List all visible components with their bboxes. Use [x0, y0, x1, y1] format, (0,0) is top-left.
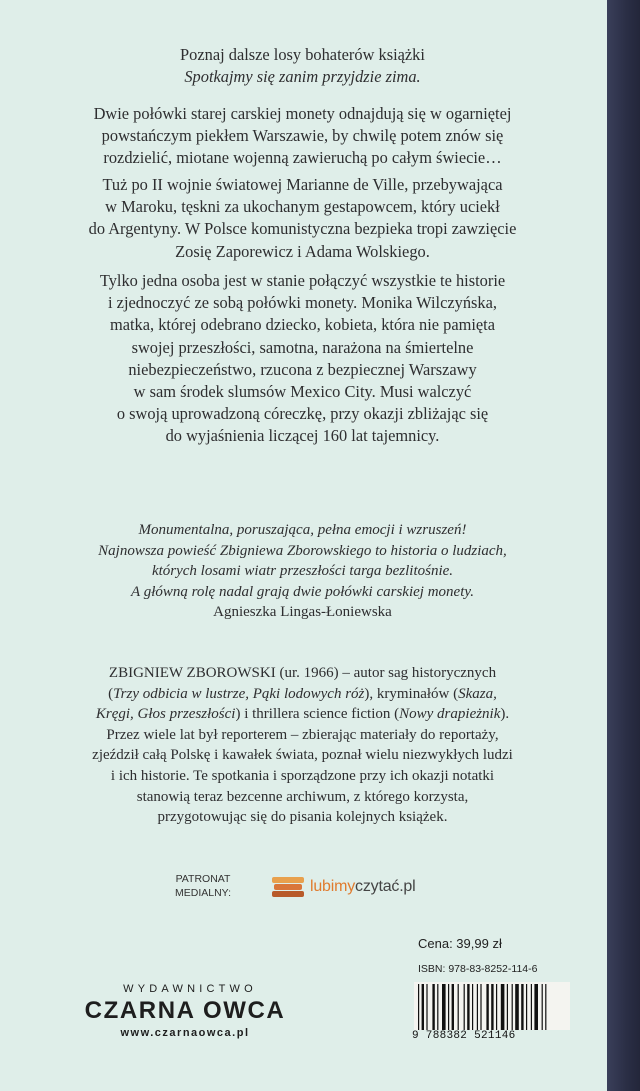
patron-label-line: MEDIALNY:	[174, 887, 232, 899]
text-line: i zjednoczyć ze sobą połówki monety. Monika Wilczyńska,	[108, 293, 497, 313]
text-line: Tylko jedna osoba jest w stanie połączyć wszystkie te historie	[99, 271, 506, 290]
text-line: swojej przeszłości, samotna, narażona na śmiertelne	[131, 337, 474, 357]
bio-text: ), kryminałów (	[364, 685, 459, 702]
bio-line: zjeździł całą Polskę i kawałek świata, poznał wielu niezwykłych ludzi	[92, 747, 513, 764]
review-quote	[50, 520, 555, 623]
text-line: niebezpieczeństwo, rzucona z bezpiecznej Warszawy	[128, 359, 477, 379]
patron-label-line: PATRONAT	[175, 873, 231, 885]
text-line: matka, której odebrano dziecko, kobieta, która nie pamięta	[109, 315, 496, 335]
quote-author: Agnieszka Lingas-Łoniewska	[213, 604, 392, 621]
text-line: do Argentyny. W Polsce komunistyczna bezpieka tropi zawzięcie	[88, 219, 517, 239]
bio-text: (	[108, 685, 114, 702]
publisher-logo	[55, 983, 315, 1039]
bio-book-title: Nowy drapieżnik	[399, 706, 501, 723]
text-line: w sam środek slumsów Mexico City. Musi walczyć	[133, 382, 472, 402]
quote-line: Monumentalna, poruszająca, pełna emocji i wzruszeń!	[138, 522, 467, 538]
quote-line: Najnowsza powieść Zbigniewa Zborowskiego to historia o ludziach,	[98, 542, 507, 559]
brand-part: lubimy	[310, 878, 356, 895]
blurb-paragraph-1	[50, 103, 555, 170]
text-line: rozdzielić, miotane wojenną zawieruchą po całym świecie…	[103, 148, 502, 168]
text-line: o swoją uprowadzoną córeczkę, przy okazji zbliżając się	[116, 404, 489, 424]
publisher-url: www.czarnaowca.pl	[120, 1027, 250, 1039]
bio-line: przygotowując się do pisania kolejnych książek.	[157, 809, 448, 826]
quote-line: A główną rolę nadal grają dwie połówki carskiej monety.	[131, 583, 474, 600]
books-icon	[272, 875, 304, 899]
bio-line: Przez wiele lat był reporterem – zbierając materiały do reportaży,	[106, 726, 499, 743]
series-title: Spotkajmy się zanim przyjdzie zima.	[184, 67, 421, 87]
bio-line	[40, 684, 565, 705]
text-line: Zosię Zaporewicz i Adama Wolskiego.	[175, 241, 430, 261]
quote-line: których losami wiatr przeszłości targa bezlitośnie.	[151, 563, 454, 580]
text-line: do wyjaśnienia liczącej 160 lat tajemnicy.	[165, 426, 440, 446]
blurb-paragraph-3	[50, 270, 555, 448]
bio-line: stanowią teraz bezcenne archiwum, z którego korzysta,	[136, 788, 469, 805]
blurb-paragraph-2	[50, 174, 555, 263]
isbn: ISBN: 978-83-8252-114-6	[418, 963, 538, 975]
author-bio	[40, 663, 565, 828]
intro-line: Poznaj dalsze losy bohaterów książki	[180, 45, 425, 64]
brand-part: czytać.pl	[355, 878, 416, 895]
bio-line: i ich historie. Te spotkania i sporządzone przy ich okazji notatki	[110, 767, 495, 784]
text-line: w Maroku, tęskni za ukochanym gestapowcem, który uciekł	[105, 197, 500, 217]
bio-line	[40, 704, 565, 725]
text-line: Dwie połówki starej carskiej monety odnajdują się w ogarniętej	[93, 104, 512, 123]
text-line: Tuż po II wojnie światowej Marianne de Ville, przebywająca	[102, 175, 503, 194]
publisher-name: CZARNA OWCA	[84, 997, 286, 1024]
lubimyczytac-wordmark	[310, 878, 416, 896]
intro	[50, 44, 555, 88]
spine-edge	[607, 0, 640, 1091]
barcode-number: 9 788382 521146	[410, 1030, 578, 1042]
publisher-label: WYDAWNICTWO	[123, 983, 257, 995]
bio-text: ) i thrillera science fiction (	[235, 706, 400, 723]
bio-book-title: Skaza,	[458, 685, 497, 702]
bio-book-titles: Trzy odbicia w lustrze, Pąki lodowych róż	[113, 685, 365, 702]
text-line: powstańczym piekłem Warszawie, by chwilę potem znów się	[101, 126, 504, 146]
bio-book-titles: Kręgi, Głos przeszłości	[95, 706, 236, 723]
lubimyczytac-logo	[272, 872, 416, 902]
bio-line: ZBIGNIEW ZBOROWSKI (ur. 1966) – autor sag historycznych	[108, 665, 497, 681]
bio-text: ).	[500, 706, 510, 723]
price: Cena: 39,99 zł	[418, 936, 502, 951]
media-patron-label	[168, 872, 238, 900]
